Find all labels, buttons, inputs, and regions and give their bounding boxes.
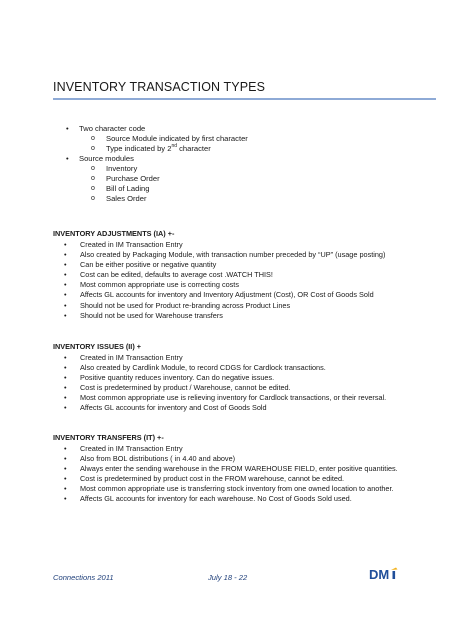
- intro-subitem-text: Inventory: [106, 164, 138, 173]
- list-item-text: Most common appropriate use is relieving inventory for Cardlock transactions, or their reversal.: [80, 393, 387, 403]
- bullet-icon: •: [66, 124, 69, 133]
- text-part: Type indicated by 2: [106, 144, 172, 153]
- list-item: [53, 444, 413, 454]
- list-item-text: Cost is predetermined by product / Warehouse, cannot be edited.: [80, 383, 291, 393]
- title-underline: [53, 98, 436, 100]
- list-item-text: Always enter the sending warehouse in the FROM WAREHOUSE FIELD, enter positive quantities.: [80, 464, 398, 474]
- list-item: [53, 494, 413, 504]
- bullet-icon: •: [64, 474, 67, 484]
- list-item: [53, 353, 413, 363]
- list-item-text: Created in IM Transaction Entry: [80, 444, 183, 453]
- section-inventory-issues: [53, 342, 413, 414]
- section-heading: INVENTORY ISSUES (II) +: [53, 342, 142, 351]
- list-item: [53, 363, 413, 373]
- list-item-text: Created in IM Transaction Entry: [80, 240, 183, 249]
- list-item: [53, 260, 413, 270]
- footer-event-dates: July 18 - 22: [208, 573, 248, 582]
- bullet-icon: •: [64, 363, 67, 373]
- section-heading: INVENTORY ADJUSTMENTS (IA) +-: [53, 229, 175, 238]
- list-item-text: Affects GL accounts for inventory and Cost of Goods Sold: [80, 403, 267, 413]
- list-item: [53, 301, 413, 311]
- bullet-icon: •: [64, 403, 67, 413]
- logo-i-stem: [393, 571, 396, 579]
- list-item: [53, 280, 413, 290]
- list-item-text: Most common appropriate use is transferring stock inventory from one owned location to another.: [80, 484, 394, 494]
- list-item: [53, 250, 413, 260]
- logo-text: DM: [369, 567, 390, 581]
- list-item: [53, 290, 413, 300]
- intro-subitem-text: Purchase Order: [106, 174, 160, 183]
- list-item: [53, 484, 413, 494]
- intro-subitem-text: Sales Order: [106, 194, 147, 203]
- ordinal-superscript: nd: [171, 143, 177, 149]
- bullet-icon: •: [64, 310, 67, 320]
- list-item: [53, 240, 413, 250]
- list-item: [53, 464, 413, 474]
- intro-subitem-text: [106, 144, 211, 154]
- list-item-text: Affects GL accounts for inventory and Inventory Adjustment (Cost), OR Cost of Goods Sold: [80, 290, 374, 300]
- text-part: character: [177, 144, 211, 153]
- list-item-text: Affects GL accounts for inventory for each warehouse. No Cost of Goods Sold used.: [80, 494, 352, 504]
- list-item-text: Can be either positive or negative quantity: [80, 260, 217, 270]
- list-item-text: Should not be used for Warehouse transfers: [80, 310, 223, 320]
- bullet-icon: •: [64, 444, 67, 453]
- dmi-logo: [369, 567, 399, 581]
- bullet-icon: •: [64, 464, 67, 474]
- bullet-icon: •: [64, 383, 67, 393]
- list-item-text: Created in IM Transaction Entry: [80, 353, 183, 362]
- intro-subitem-text: Source Module indicated by first character: [106, 134, 248, 143]
- bullet-icon: •: [64, 250, 67, 260]
- intro-subitem-text: Bill of Lading: [106, 184, 150, 193]
- list-item-text: Also created by Packaging Module, with transaction number preceded by “UP” (usage posting): [80, 250, 386, 260]
- circle-bullet-icon: o: [91, 195, 95, 202]
- circle-bullet-icon: o: [91, 165, 95, 172]
- list-item-text: Cost is predetermined by product cost in the FROM warehouse, cannot be edited.: [80, 474, 345, 484]
- list-item: [53, 403, 413, 413]
- section-inventory-adjustments: [53, 229, 413, 321]
- list-item: [53, 393, 413, 403]
- section-inventory-transfers: [53, 433, 413, 505]
- intro-item-text: Source modules: [79, 154, 134, 163]
- list-item-text: Also from BOL distributions ( in 4.40 and above): [80, 454, 236, 464]
- list-item-text: Positive quantity reduces inventory. Can do negative issues.: [80, 373, 275, 383]
- bullet-icon: •: [64, 270, 67, 280]
- bullet-icon: •: [64, 393, 67, 403]
- list-item-text: Most common appropriate use is correcting costs: [80, 280, 239, 290]
- section-heading: INVENTORY TRANSFERS (IT) +-: [53, 433, 164, 442]
- list-item-text: Cost can be edited, defaults to average cost .WATCH THIS!: [80, 270, 273, 280]
- page-title: INVENTORY TRANSACTION TYPES: [53, 80, 266, 94]
- list-item: [53, 474, 413, 484]
- list-item-text: Should not be used for Product re-branding across Product Lines: [80, 300, 291, 310]
- bullet-icon: •: [64, 494, 67, 504]
- list-item: [53, 270, 413, 280]
- bullet-icon: •: [64, 353, 67, 362]
- circle-bullet-icon: o: [91, 185, 95, 192]
- list-item: [53, 373, 413, 383]
- bullet-icon: •: [64, 280, 67, 290]
- circle-bullet-icon: o: [91, 135, 95, 142]
- circle-bullet-icon: o: [91, 175, 95, 182]
- bullet-icon: •: [64, 260, 67, 270]
- bullet-icon: •: [66, 154, 69, 163]
- list-item-text: Also created by Cardlink Module, to record CDGS for Cardlock transactions.: [80, 363, 326, 373]
- circle-bullet-icon: o: [91, 145, 95, 152]
- bullet-icon: •: [64, 300, 67, 310]
- intro-item-text: Two character code: [79, 124, 146, 133]
- bullet-icon: •: [64, 240, 67, 249]
- bullet-icon: •: [64, 454, 67, 464]
- bullet-icon: •: [64, 484, 67, 494]
- list-item: [53, 311, 413, 321]
- logo-swoosh-icon: [391, 568, 398, 571]
- footer-event-name: Connections 2011: [53, 573, 114, 582]
- bullet-icon: •: [64, 373, 67, 383]
- list-item: [53, 454, 413, 464]
- list-item: [53, 383, 413, 393]
- bullet-icon: •: [64, 290, 67, 300]
